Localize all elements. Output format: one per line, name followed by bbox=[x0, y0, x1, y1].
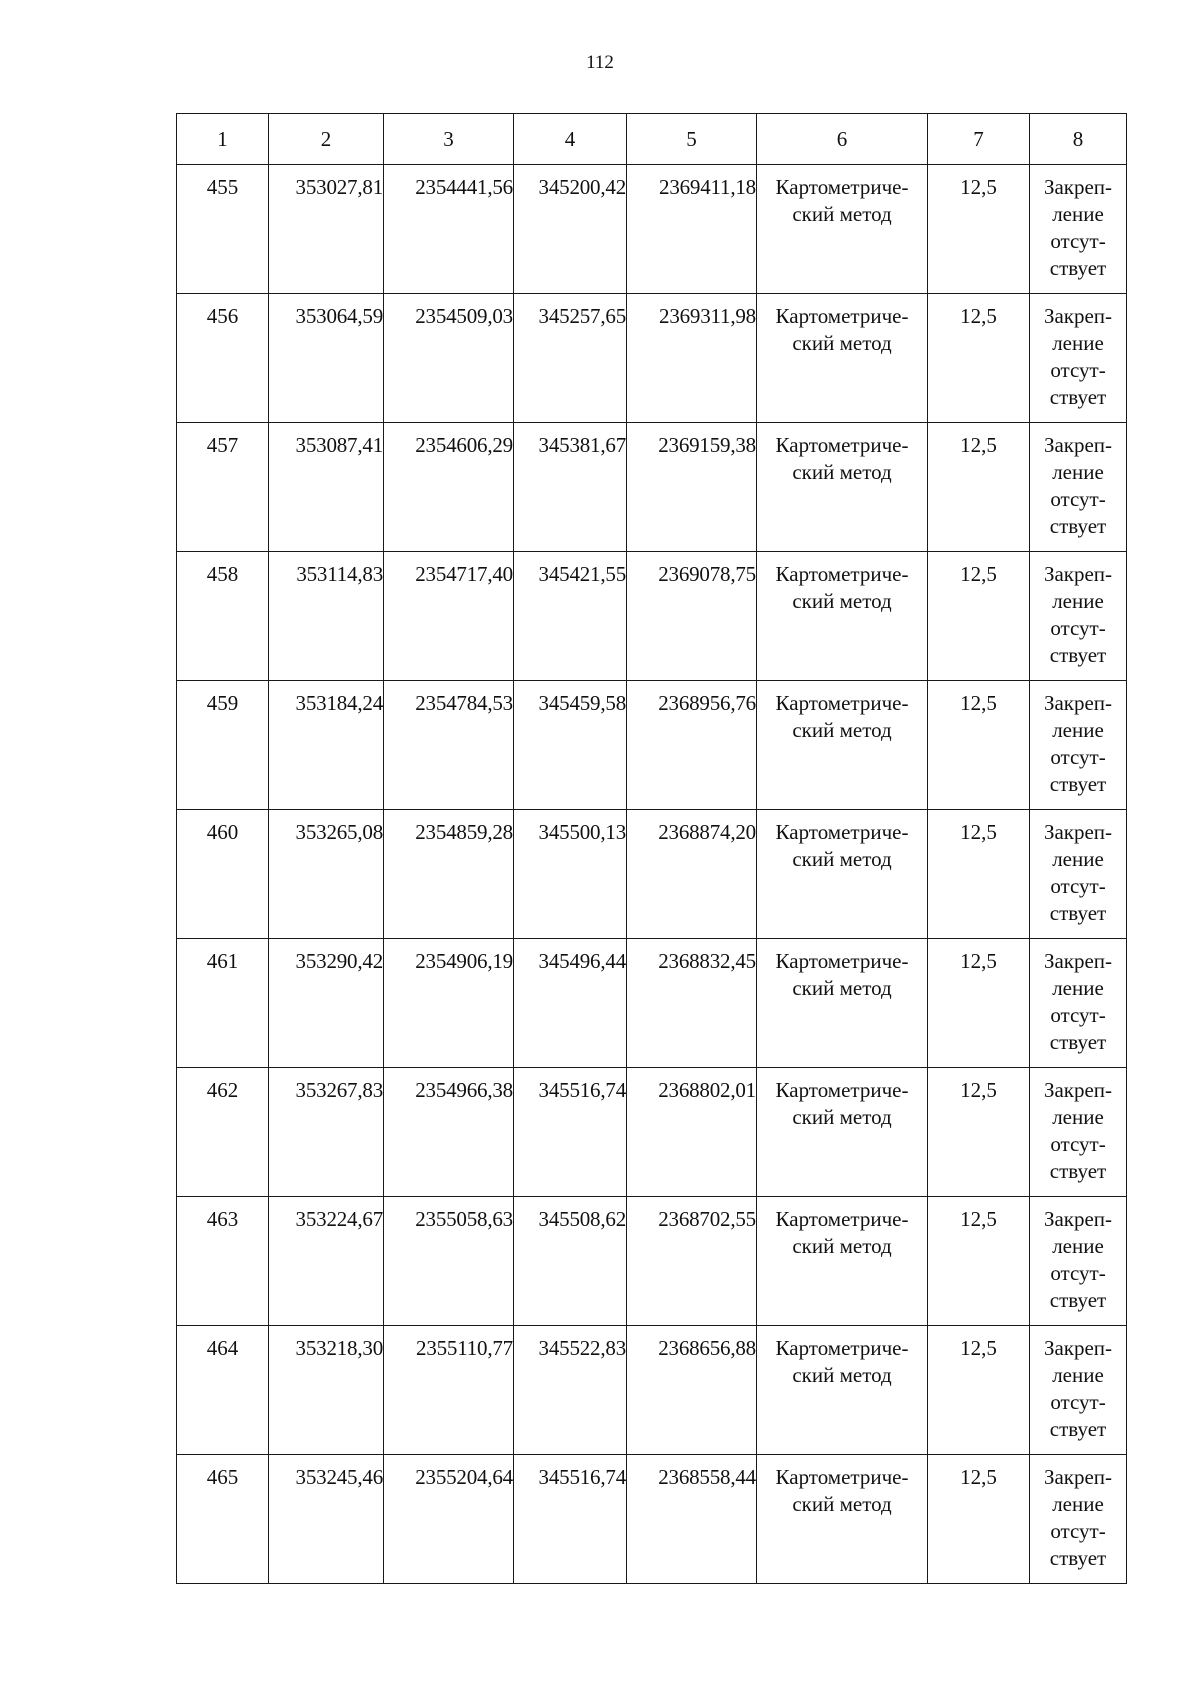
point-number-cell: 456 bbox=[177, 294, 269, 423]
fixation-text-line: ствует bbox=[1049, 1288, 1107, 1312]
table-row bbox=[177, 423, 1127, 552]
fixation-text-line: ление bbox=[1052, 1363, 1104, 1387]
fixation-text-line: ление bbox=[1052, 202, 1104, 226]
fixation-text-line: отсут- bbox=[1050, 1519, 1106, 1543]
fixation-text-line: ствует bbox=[1049, 1159, 1107, 1183]
fixation-text-line: отсут- bbox=[1050, 745, 1106, 769]
method-text-line: Картометриче- bbox=[775, 691, 909, 715]
fixation-cell bbox=[1030, 939, 1127, 1068]
method-text-line: Картометриче- bbox=[775, 1207, 909, 1231]
coord-x-old-cell: 353245,46 bbox=[269, 1455, 384, 1584]
table-row bbox=[177, 294, 1127, 423]
method-text-line: ский метод bbox=[792, 331, 892, 355]
method-text-line: ский метод bbox=[792, 847, 892, 871]
fixation-text-line: ствует bbox=[1049, 514, 1107, 538]
column-header-1: 1 bbox=[177, 114, 269, 165]
coord-y-old-cell: 2354606,29 bbox=[384, 423, 514, 552]
accuracy-cell: 12,5 bbox=[928, 810, 1030, 939]
coord-y-old-cell: 2354859,28 bbox=[384, 810, 514, 939]
table-row bbox=[177, 810, 1127, 939]
coord-y-old-cell: 2354717,40 bbox=[384, 552, 514, 681]
column-header-3: 3 bbox=[384, 114, 514, 165]
fixation-text-line: ление bbox=[1052, 1234, 1104, 1258]
accuracy-cell: 12,5 bbox=[928, 1326, 1030, 1455]
fixation-text-line: ствует bbox=[1049, 643, 1107, 667]
method-text-line: ский метод bbox=[792, 1105, 892, 1129]
table-row bbox=[177, 1197, 1127, 1326]
coord-x-old-cell: 353267,83 bbox=[269, 1068, 384, 1197]
fixation-cell bbox=[1030, 165, 1127, 294]
accuracy-cell: 12,5 bbox=[928, 552, 1030, 681]
fixation-text-line: ление bbox=[1052, 460, 1104, 484]
fixation-cell bbox=[1030, 423, 1127, 552]
coord-x-old-cell: 353218,30 bbox=[269, 1326, 384, 1455]
method-text-line: Картометриче- bbox=[775, 820, 909, 844]
fixation-text-line: отсут- bbox=[1050, 358, 1106, 382]
method-cell bbox=[757, 1326, 928, 1455]
point-number-cell: 455 bbox=[177, 165, 269, 294]
fixation-cell bbox=[1030, 294, 1127, 423]
method-cell bbox=[757, 552, 928, 681]
coord-y-new-cell: 2368656,88 bbox=[627, 1326, 757, 1455]
method-text-line: ский метод bbox=[792, 1234, 892, 1258]
fixation-text-line: ление bbox=[1052, 718, 1104, 742]
column-header-7: 7 bbox=[928, 114, 1030, 165]
method-cell bbox=[757, 423, 928, 552]
coord-x-new-cell: 345522,83 bbox=[514, 1326, 627, 1455]
fixation-text-line: отсут- bbox=[1050, 874, 1106, 898]
coord-x-old-cell: 353184,24 bbox=[269, 681, 384, 810]
table-body bbox=[177, 165, 1127, 1584]
fixation-text-line: Закреп- bbox=[1043, 1078, 1113, 1102]
coord-y-old-cell: 2355058,63 bbox=[384, 1197, 514, 1326]
coord-x-old-cell: 353064,59 bbox=[269, 294, 384, 423]
method-text-line: ский метод bbox=[792, 1492, 892, 1516]
coord-y-old-cell: 2354906,19 bbox=[384, 939, 514, 1068]
coord-x-old-cell: 353265,08 bbox=[269, 810, 384, 939]
coord-y-new-cell: 2368956,76 bbox=[627, 681, 757, 810]
column-header-2: 2 bbox=[269, 114, 384, 165]
coord-y-old-cell: 2355204,64 bbox=[384, 1455, 514, 1584]
accuracy-cell: 12,5 bbox=[928, 1068, 1030, 1197]
coord-y-new-cell: 2369411,18 bbox=[627, 165, 757, 294]
accuracy-cell: 12,5 bbox=[928, 939, 1030, 1068]
fixation-text-line: ствует bbox=[1049, 1417, 1107, 1441]
table-row bbox=[177, 1455, 1127, 1584]
method-text-line: ский метод bbox=[792, 460, 892, 484]
coord-y-new-cell: 2369311,98 bbox=[627, 294, 757, 423]
accuracy-cell: 12,5 bbox=[928, 1455, 1030, 1584]
fixation-text-line: ление bbox=[1052, 976, 1104, 1000]
page-number: 112 bbox=[586, 52, 614, 73]
coord-x-new-cell: 345500,13 bbox=[514, 810, 627, 939]
fixation-text-line: ление bbox=[1052, 1105, 1104, 1129]
accuracy-cell: 12,5 bbox=[928, 294, 1030, 423]
fixation-text-line: отсут- bbox=[1050, 1003, 1106, 1027]
coord-y-new-cell: 2368874,20 bbox=[627, 810, 757, 939]
fixation-text-line: отсут- bbox=[1050, 1390, 1106, 1414]
method-cell bbox=[757, 810, 928, 939]
fixation-text-line: ствует bbox=[1049, 1546, 1107, 1570]
point-number-cell: 461 bbox=[177, 939, 269, 1068]
fixation-text-line: отсут- bbox=[1050, 616, 1106, 640]
point-number-cell: 458 bbox=[177, 552, 269, 681]
method-text-line: ский метод bbox=[792, 718, 892, 742]
coord-x-new-cell: 345496,44 bbox=[514, 939, 627, 1068]
table-row bbox=[177, 552, 1127, 681]
method-cell bbox=[757, 1455, 928, 1584]
fixation-text-line: ствует bbox=[1049, 385, 1107, 409]
coord-x-new-cell: 345459,58 bbox=[514, 681, 627, 810]
coord-x-old-cell: 353114,83 bbox=[269, 552, 384, 681]
method-text-line: Картометриче- bbox=[775, 433, 909, 457]
fixation-text-line: отсут- bbox=[1050, 229, 1106, 253]
coord-x-new-cell: 345516,74 bbox=[514, 1068, 627, 1197]
point-number-cell: 465 bbox=[177, 1455, 269, 1584]
method-text-line: Картометриче- bbox=[775, 175, 909, 199]
accuracy-cell: 12,5 bbox=[928, 165, 1030, 294]
point-number-cell: 460 bbox=[177, 810, 269, 939]
coord-y-new-cell: 2369078,75 bbox=[627, 552, 757, 681]
method-cell bbox=[757, 1068, 928, 1197]
coord-y-new-cell: 2368802,01 bbox=[627, 1068, 757, 1197]
point-number-cell: 464 bbox=[177, 1326, 269, 1455]
fixation-cell bbox=[1030, 681, 1127, 810]
coord-x-new-cell: 345381,67 bbox=[514, 423, 627, 552]
column-header-6: 6 bbox=[757, 114, 928, 165]
coord-x-new-cell: 345257,65 bbox=[514, 294, 627, 423]
fixation-text-line: ление bbox=[1052, 847, 1104, 871]
method-text-line: Картометриче- bbox=[775, 304, 909, 328]
accuracy-cell: 12,5 bbox=[928, 423, 1030, 552]
method-text-line: Картометриче- bbox=[775, 1078, 909, 1102]
method-cell bbox=[757, 939, 928, 1068]
coord-x-old-cell: 353027,81 bbox=[269, 165, 384, 294]
fixation-text-line: Закреп- bbox=[1043, 304, 1113, 328]
method-cell bbox=[757, 165, 928, 294]
table-row bbox=[177, 165, 1127, 294]
coord-x-new-cell: 345508,62 bbox=[514, 1197, 627, 1326]
fixation-text-line: ление bbox=[1052, 1492, 1104, 1516]
table-row bbox=[177, 939, 1127, 1068]
fixation-cell bbox=[1030, 810, 1127, 939]
coord-y-old-cell: 2354509,03 bbox=[384, 294, 514, 423]
fixation-text-line: Закреп- bbox=[1043, 1465, 1113, 1489]
fixation-text-line: Закреп- bbox=[1043, 562, 1113, 586]
coord-x-new-cell: 345421,55 bbox=[514, 552, 627, 681]
coord-y-old-cell: 2354966,38 bbox=[384, 1068, 514, 1197]
method-text-line: Картометриче- bbox=[775, 562, 909, 586]
fixation-text-line: ствует bbox=[1049, 901, 1107, 925]
fixation-text-line: Закреп- bbox=[1043, 1207, 1113, 1231]
coord-y-new-cell: 2368558,44 bbox=[627, 1455, 757, 1584]
fixation-text-line: Закреп- bbox=[1043, 949, 1113, 973]
table-row bbox=[177, 1068, 1127, 1197]
method-text-line: Картометриче- bbox=[775, 949, 909, 973]
method-text-line: Картометриче- bbox=[775, 1465, 909, 1489]
method-text-line: ский метод bbox=[792, 202, 892, 226]
coord-y-old-cell: 2355110,77 bbox=[384, 1326, 514, 1455]
fixation-text-line: ствует bbox=[1049, 256, 1107, 280]
coord-x-old-cell: 353087,41 bbox=[269, 423, 384, 552]
fixation-cell bbox=[1030, 1197, 1127, 1326]
fixation-text-line: отсут- bbox=[1050, 1261, 1106, 1285]
fixation-text-line: ление bbox=[1052, 589, 1104, 613]
fixation-text-line: Закреп- bbox=[1043, 433, 1113, 457]
fixation-text-line: ление bbox=[1052, 331, 1104, 355]
fixation-text-line: Закреп- bbox=[1043, 175, 1113, 199]
point-number-cell: 462 bbox=[177, 1068, 269, 1197]
fixation-cell bbox=[1030, 1068, 1127, 1197]
method-cell bbox=[757, 681, 928, 810]
fixation-text-line: отсут- bbox=[1050, 1132, 1106, 1156]
coord-x-old-cell: 353224,67 bbox=[269, 1197, 384, 1326]
fixation-text-line: Закреп- bbox=[1043, 1336, 1113, 1360]
method-text-line: Картометриче- bbox=[775, 1336, 909, 1360]
method-text-line: ский метод bbox=[792, 1363, 892, 1387]
fixation-text-line: ствует bbox=[1049, 772, 1107, 796]
fixation-text-line: Закреп- bbox=[1043, 691, 1113, 715]
fixation-text-line: ствует bbox=[1049, 1030, 1107, 1054]
method-text-line: ский метод bbox=[792, 589, 892, 613]
method-cell bbox=[757, 294, 928, 423]
coord-y-new-cell: 2369159,38 bbox=[627, 423, 757, 552]
coord-x-old-cell: 353290,42 bbox=[269, 939, 384, 1068]
table-row bbox=[177, 1326, 1127, 1455]
coord-y-new-cell: 2368832,45 bbox=[627, 939, 757, 1068]
accuracy-cell: 12,5 bbox=[928, 1197, 1030, 1326]
column-header-5: 5 bbox=[627, 114, 757, 165]
point-number-cell: 459 bbox=[177, 681, 269, 810]
column-header-8: 8 bbox=[1030, 114, 1127, 165]
fixation-text-line: отсут- bbox=[1050, 487, 1106, 511]
table-row bbox=[177, 681, 1127, 810]
method-text-line: ский метод bbox=[792, 976, 892, 1000]
coord-y-old-cell: 2354784,53 bbox=[384, 681, 514, 810]
point-number-cell: 463 bbox=[177, 1197, 269, 1326]
coord-x-new-cell: 345516,74 bbox=[514, 1455, 627, 1584]
fixation-cell bbox=[1030, 1326, 1127, 1455]
point-number-cell: 457 bbox=[177, 423, 269, 552]
fixation-text-line: Закреп- bbox=[1043, 820, 1113, 844]
accuracy-cell: 12,5 bbox=[928, 681, 1030, 810]
coord-x-new-cell: 345200,42 bbox=[514, 165, 627, 294]
fixation-cell bbox=[1030, 552, 1127, 681]
fixation-cell bbox=[1030, 1455, 1127, 1584]
column-header-4: 4 bbox=[514, 114, 627, 165]
method-cell bbox=[757, 1197, 928, 1326]
table-header-row bbox=[177, 114, 1127, 165]
coord-y-old-cell: 2354441,56 bbox=[384, 165, 514, 294]
coord-y-new-cell: 2368702,55 bbox=[627, 1197, 757, 1326]
coordinates-table bbox=[176, 113, 1127, 1584]
